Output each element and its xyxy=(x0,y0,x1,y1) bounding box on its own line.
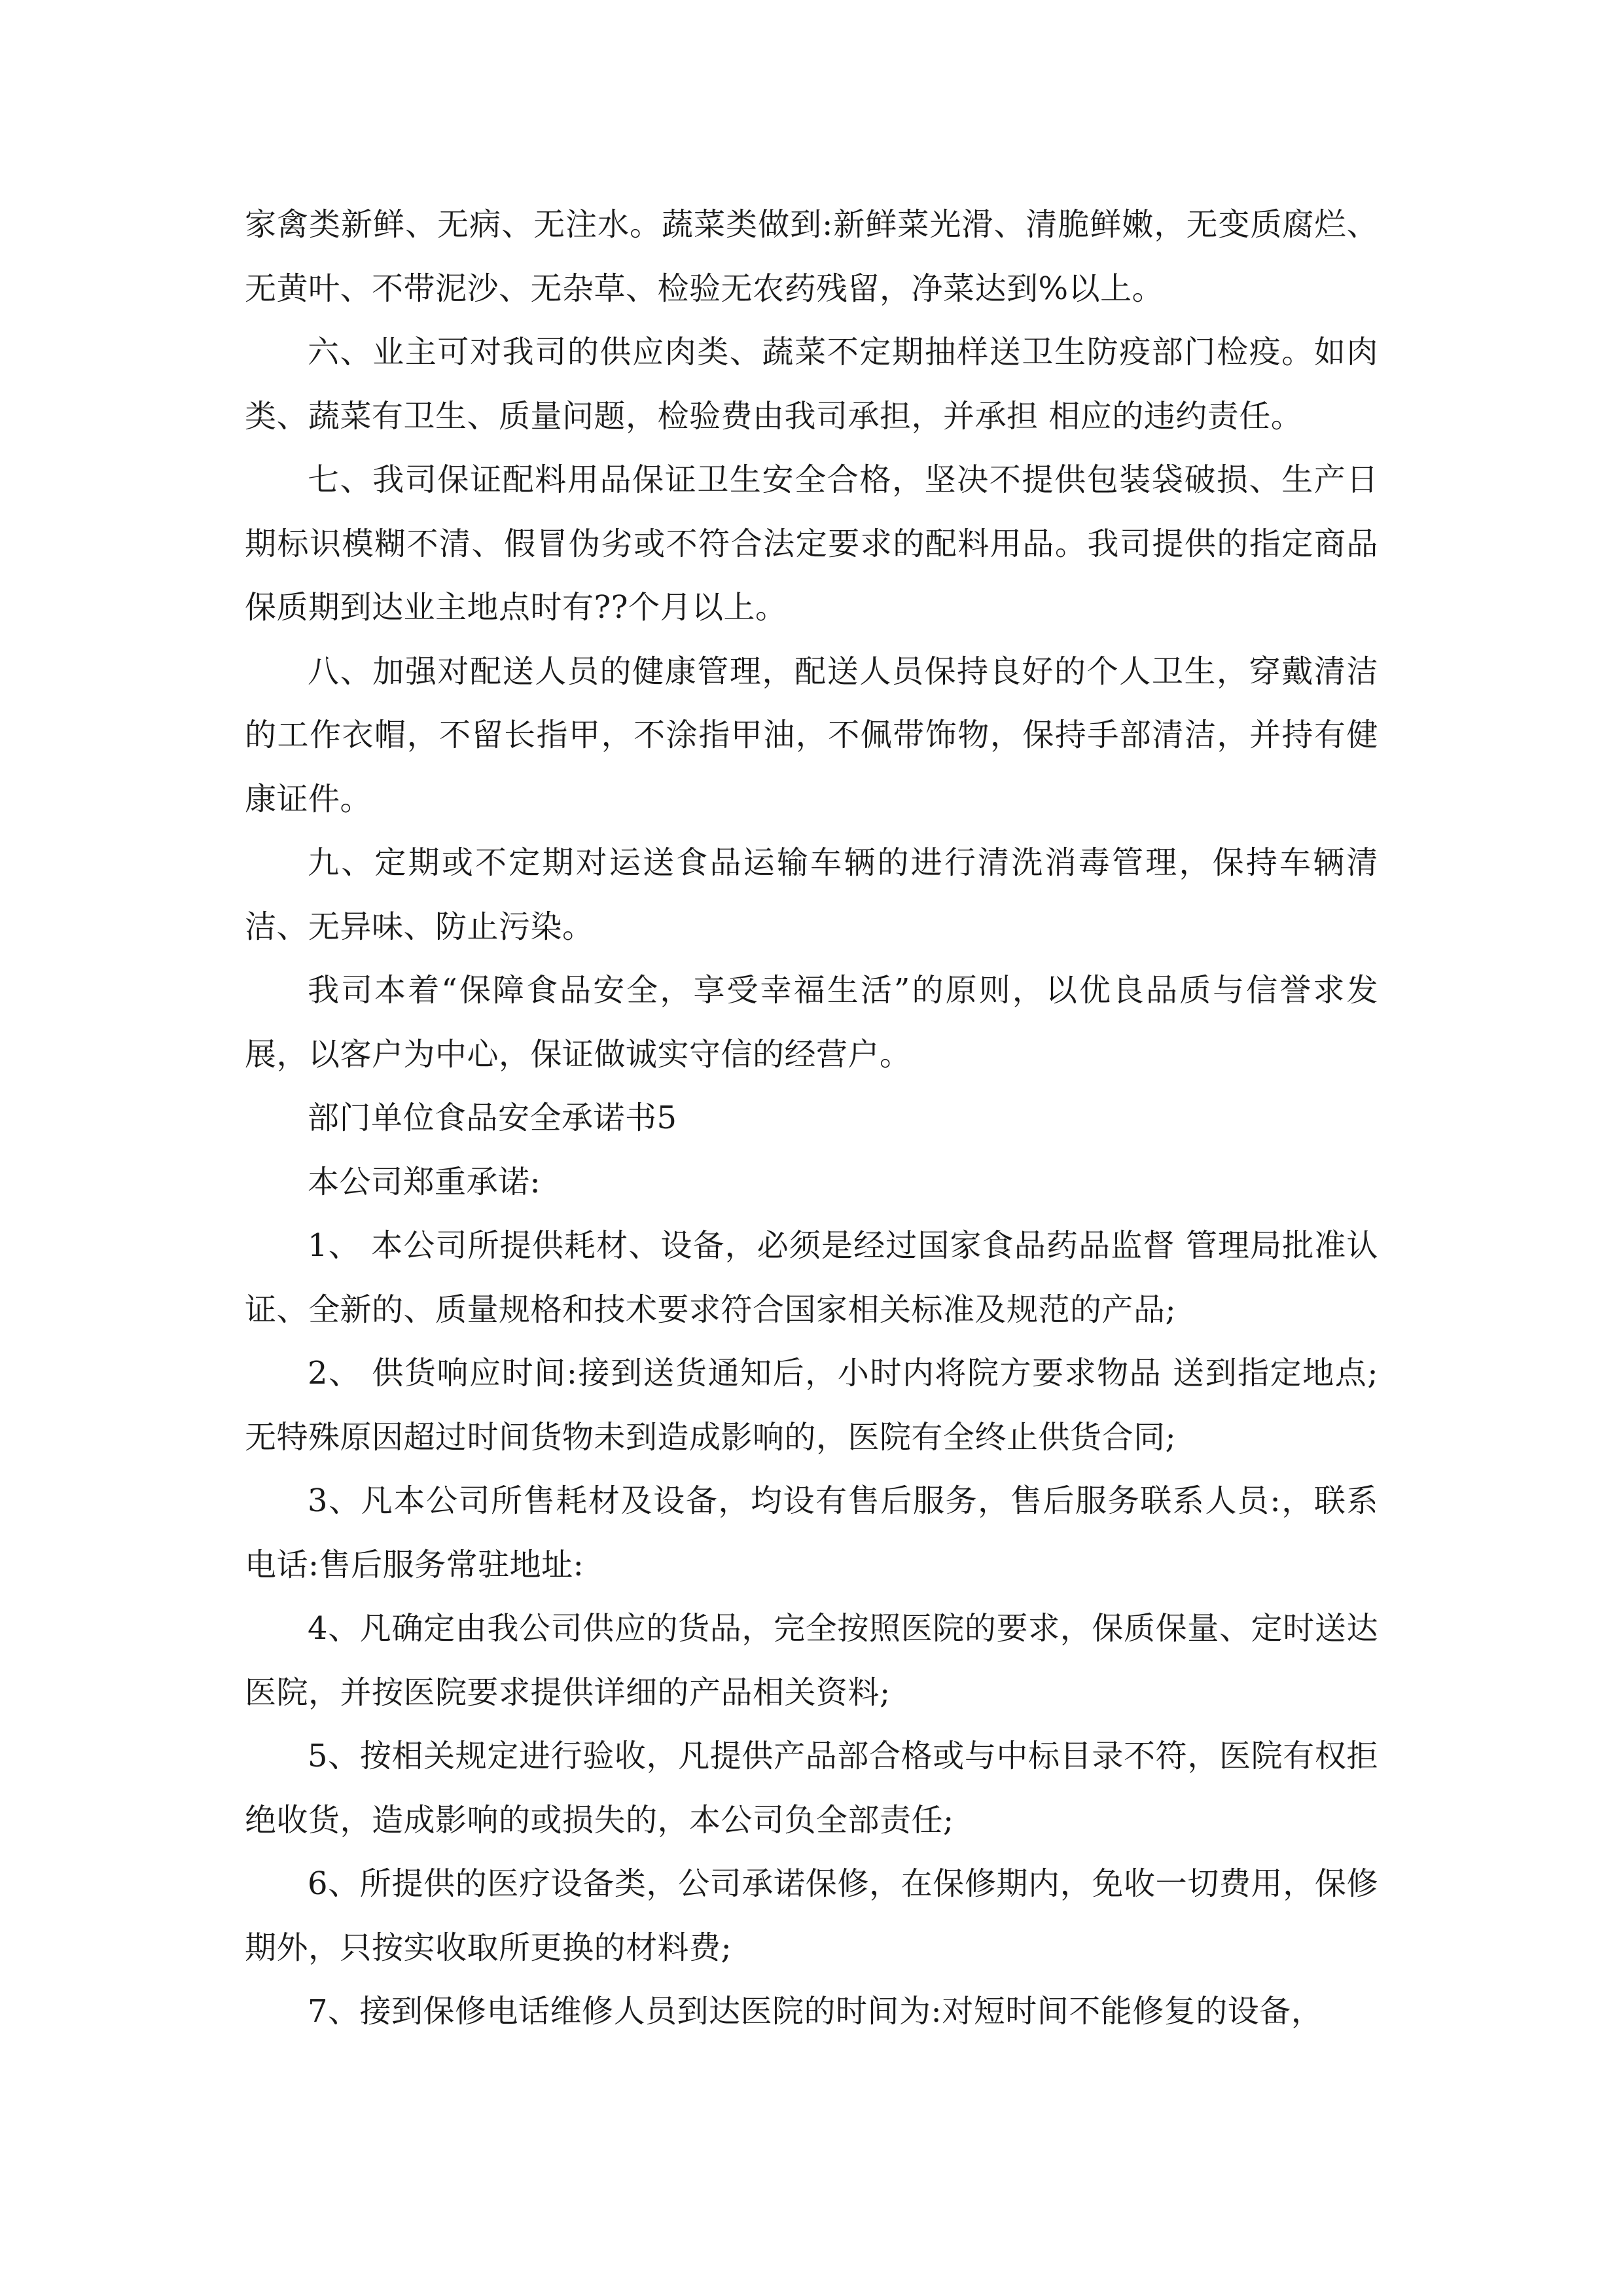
paragraph-1: 家禽类新鲜、无病、无注水。蔬菜类做到:新鲜菜光滑、清脆鲜嫩，无变质腐烂、无黄叶、不带泥沙、无杂草、检验无农药残留，净菜达到%以上。 xyxy=(245,206,1378,307)
paragraph-15: 7、接到保修电话维修人员到达医院的时间为:对短时间不能修复的设备， xyxy=(308,1993,1323,2030)
paragraph-3: 七、我司保证配料用品保证卫生安全合格，坚决不提供包装袋破损、生产日期标识模糊不清、假冒伪劣或不符合法定要求的配料用品。我司提供的指定商品保质期到达业主地点时有??个月以上。 xyxy=(245,461,1378,626)
paragraph-13: 5、按相关规定进行验收，凡提供产品部合格或与中标目录不符，医院有权拒绝收货，造成影响的或损失的，本公司负全部责任; xyxy=(245,1738,1378,1839)
paragraph-9: 1、 本公司所提供耗材、设备，必须是经过国家食品药品监督 管理局批准认证、全新的、质量规格和技术要求符合国家相关标准及规范的产品; xyxy=(245,1227,1378,1328)
paragraph-6: 我司本着“保障食品安全，享受幸福生活”的原则，以优良品质与信誉求发展，以客户为中心，保证做诚实守信的经营户。 xyxy=(245,972,1378,1073)
document-body xyxy=(245,193,1378,2044)
paragraph-12: 4、凡确定由我公司供应的货品，完全按照医院的要求，保质保量、定时送达医院，并按医院要求提供详细的产品相关资料; xyxy=(245,1610,1378,1711)
paragraph-8: 本公司郑重承诺: xyxy=(308,1163,541,1200)
paragraph-4: 八、加强对配送人员的健康管理，配送人员保持良好的个人卫生，穿戴清洁的工作衣帽，不留长指甲，不涂指甲油，不佩带饰物，保持手部清洁，并持有健康证件。 xyxy=(245,653,1378,817)
paragraph-11: 3、凡本公司所售耗材及设备，均设有售后服务，售后服务联系人员:，联系电话:售后服务常驻地址: xyxy=(245,1482,1378,1583)
paragraph-10: 2、 供货响应时间:接到送货通知后，小时内将院方要求物品 送到指定地点;无特殊原因超过时间货物未到造成影响的，医院有全终止供货合同; xyxy=(245,1355,1378,1456)
paragraph-14: 6、所提供的医疗设备类，公司承诺保修，在保修期内，免收一切费用，保修期外，只按实收取所更换的材料费; xyxy=(245,1865,1378,1966)
paragraph-2: 六、业主可对我司的供应肉类、蔬菜不定期抽样送卫生防疫部门检疫。如肉类、蔬菜有卫生、质量问题，检验费由我司承担，并承担 相应的违约责任。 xyxy=(245,334,1378,435)
paragraph-5: 九、定期或不定期对运送食品运输车辆的进行清洗消毒管理，保持车辆清洁、无异味、防止污染。 xyxy=(245,844,1378,945)
section-title: 部门单位食品安全承诺书5 xyxy=(308,1100,677,1136)
